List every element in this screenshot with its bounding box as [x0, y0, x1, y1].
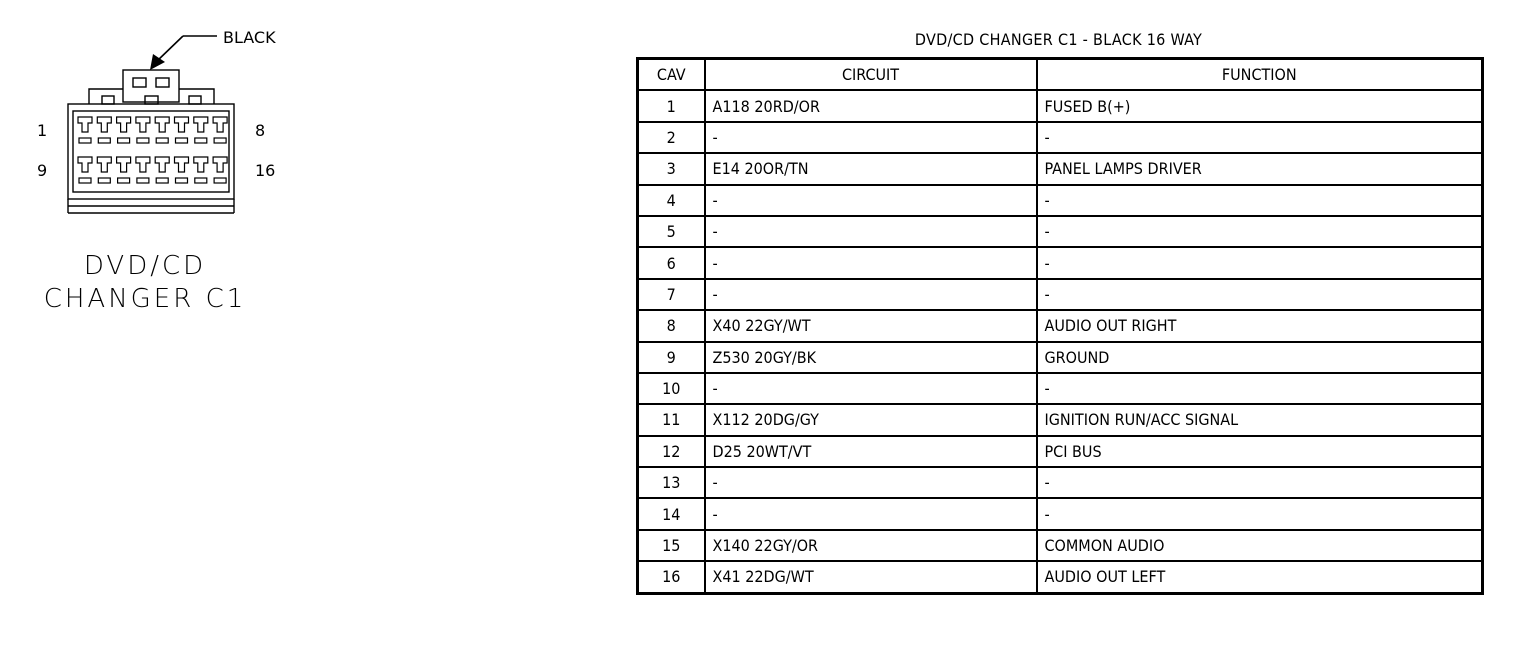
terminal-lock-tab: [156, 178, 168, 183]
terminal-cavity: [136, 117, 150, 132]
terminal-lock-tab: [137, 138, 149, 143]
terminal-cavity: [155, 157, 169, 172]
pin-label-1: 1: [37, 121, 48, 140]
cell-cav: 9: [638, 342, 705, 373]
cell-function: -: [1037, 279, 1483, 310]
terminal-cavity: [136, 157, 150, 172]
cell-function: -: [1037, 467, 1483, 498]
table-row: [638, 404, 1483, 435]
cell-cav: 4: [638, 185, 705, 216]
table-row: [638, 561, 1483, 593]
connector-diagram: [0, 0, 600, 240]
cell-circuit: A118 20RD/OR: [705, 90, 1037, 121]
connector-pin-rows: [78, 117, 227, 183]
cell-circuit: -: [705, 467, 1037, 498]
terminal-lock-tab: [195, 138, 207, 143]
cell-function: AUDIO OUT LEFT: [1037, 561, 1483, 593]
table-row: [638, 310, 1483, 341]
terminal-cavity: [117, 157, 131, 172]
cell-circuit: -: [705, 279, 1037, 310]
table-row: [638, 436, 1483, 467]
cell-circuit: E14 20OR/TN: [705, 153, 1037, 184]
header-function: FUNCTION: [1037, 59, 1483, 91]
table-row: [638, 467, 1483, 498]
terminal-lock-tab: [176, 178, 188, 183]
cell-circuit: -: [705, 498, 1037, 529]
header-cav: CAV: [638, 59, 705, 91]
table-row: [638, 185, 1483, 216]
cell-function: -: [1037, 247, 1483, 278]
cell-cav: 3: [638, 153, 705, 184]
table-row: [638, 342, 1483, 373]
cell-function: FUSED B(+): [1037, 90, 1483, 121]
cell-function: -: [1037, 185, 1483, 216]
terminal-lock-tab: [118, 178, 130, 183]
table-row: [638, 279, 1483, 310]
cell-cav: 12: [638, 436, 705, 467]
terminal-cavity: [97, 117, 111, 132]
terminal-lock-tab: [79, 138, 91, 143]
terminal-cavity: [175, 117, 189, 132]
cell-cav: 1: [638, 90, 705, 121]
cell-function: -: [1037, 122, 1483, 153]
cell-cav: 16: [638, 561, 705, 593]
table-row: [638, 122, 1483, 153]
table-header-row: [638, 59, 1483, 91]
table-row: [638, 90, 1483, 121]
terminal-cavity: [78, 117, 92, 132]
cell-circuit: Z530 20GY/BK: [705, 342, 1037, 373]
connector-name-line-2: CHANGER C1: [43, 284, 247, 314]
terminal-lock-tab: [156, 138, 168, 143]
table-row: [638, 498, 1483, 529]
cell-circuit: X140 22GY/OR: [705, 530, 1037, 561]
terminal-lock-tab: [118, 138, 130, 143]
connector-color-label: BLACK: [223, 28, 276, 47]
table-row: [638, 373, 1483, 404]
color-callout-arrow: [156, 36, 217, 62]
table-row: [638, 216, 1483, 247]
terminal-cavity: [117, 117, 131, 132]
terminal-cavity: [213, 117, 227, 132]
terminal-cavity: [175, 157, 189, 172]
pin-label-9: 9: [37, 161, 48, 180]
cell-function: IGNITION RUN/ACC SIGNAL: [1037, 404, 1483, 435]
terminal-lock-tab: [176, 138, 188, 143]
table-row: [638, 153, 1483, 184]
cell-circuit: -: [705, 247, 1037, 278]
pinout-table: [636, 57, 1484, 595]
cell-cav: 2: [638, 122, 705, 153]
connector-body: [68, 70, 234, 213]
connector-name-line-1: DVD/CD: [83, 251, 207, 281]
cell-cav: 10: [638, 373, 705, 404]
cell-circuit: X41 22DG/WT: [705, 561, 1037, 593]
terminal-cavity: [155, 117, 169, 132]
terminal-lock-tab: [214, 138, 226, 143]
cell-function: GROUND: [1037, 342, 1483, 373]
terminal-cavity: [78, 157, 92, 172]
terminal-cavity: [213, 157, 227, 172]
table-title: DVD/CD CHANGER C1 - BLACK 16 WAY: [914, 30, 1203, 49]
cell-function: -: [1037, 498, 1483, 529]
pin-label-16: 16: [255, 161, 276, 180]
cell-cav: 11: [638, 404, 705, 435]
cell-circuit: -: [705, 185, 1037, 216]
table-row: [638, 530, 1483, 561]
cell-circuit: -: [705, 373, 1037, 404]
cell-circuit: -: [705, 216, 1037, 247]
cell-cav: 8: [638, 310, 705, 341]
cell-function: AUDIO OUT RIGHT: [1037, 310, 1483, 341]
terminal-cavity: [194, 117, 208, 132]
cell-cav: 13: [638, 467, 705, 498]
terminal-lock-tab: [79, 178, 91, 183]
table-row: [638, 247, 1483, 278]
cell-cav: 7: [638, 279, 705, 310]
terminal-cavity: [194, 157, 208, 172]
pin-label-8: 8: [255, 121, 266, 140]
cell-circuit: X112 20DG/GY: [705, 404, 1037, 435]
terminal-lock-tab: [214, 178, 226, 183]
header-circuit: CIRCUIT: [705, 59, 1037, 91]
terminal-lock-tab: [98, 138, 110, 143]
cell-function: COMMON AUDIO: [1037, 530, 1483, 561]
cell-circuit: X40 22GY/WT: [705, 310, 1037, 341]
cell-circuit: -: [705, 122, 1037, 153]
cell-function: -: [1037, 216, 1483, 247]
terminal-lock-tab: [195, 178, 207, 183]
terminal-cavity: [97, 157, 111, 172]
cell-function: PANEL LAMPS DRIVER: [1037, 153, 1483, 184]
cell-cav: 6: [638, 247, 705, 278]
cell-cav: 14: [638, 498, 705, 529]
cell-cav: 5: [638, 216, 705, 247]
cell-circuit: D25 20WT/VT: [705, 436, 1037, 467]
cell-function: -: [1037, 373, 1483, 404]
cell-cav: 15: [638, 530, 705, 561]
cell-function: PCI BUS: [1037, 436, 1483, 467]
terminal-lock-tab: [137, 178, 149, 183]
terminal-lock-tab: [98, 178, 110, 183]
